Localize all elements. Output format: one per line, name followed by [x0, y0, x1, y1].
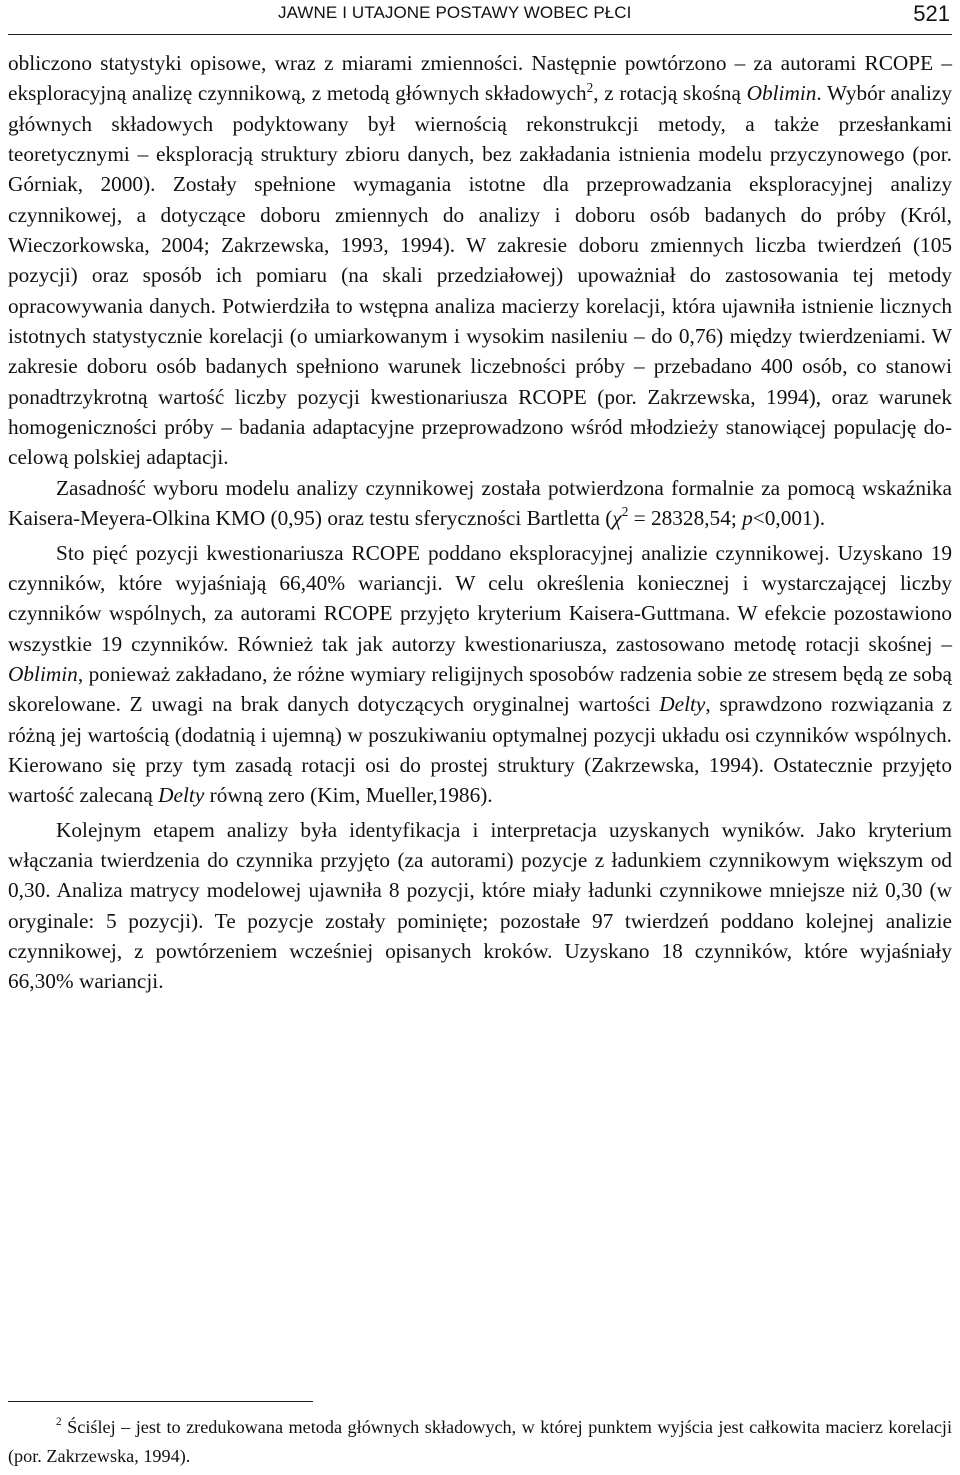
footnote-separator	[8, 1401, 313, 1402]
paragraph	[8, 815, 952, 997]
footnote-ref: 2	[621, 504, 629, 520]
text-run: Zasadność wyboru modelu analizy czynnikowej została potwierdzona formalnie za pomocą wskaźnika Kaisera-Meyera-Olkina KMO (0,95) oraz testu sferyczności Bartletta (	[8, 475, 952, 531]
emphasis-text: χ	[612, 506, 622, 531]
text-run: . Wybór analizy głównych składowych podyktowany był wiernością rekonstrukcji metody, a także przesłankami teoretycznymi – eksploracją struktury zbioru danych, bez zakładania istnienia modelu przyczynowego (por. Górniak, 2000). Zostały spełnione wymagania istotne dla przeprowadzania eksploracyjnej analizy czynnikowej, a dotyczące doboru zmiennych do analizy i doboru osób badanych do próby (Król, Wieczorkowska, 2004; Zakrzewska, 1993, 1994). W zakresie doboru zmiennych liczba twierdzeń (105 pozycji) oraz sposób ich pomiaru (na skali przedziałowej) upoważniał do zastosowania tej metody opracowywania danych. Potwierdziła to wstępna analiza macierzy korelacji, która ujawniła istnienie licznych istotnych statystycznie korelacji (o umiarkowanym i wysokim nasileniu – do 0,76) między twierdzeniami. W zakresie doboru osób badanych spełniono warunek liczebności próby – przebadano 400 osób, co stanowi ponadtrzykrotną wartość liczby pozycji kwestionariusza RCOPE (por. Zakrzewska, 1994), oraz warunek homogeniczności próby – badania adaptacyjne przeprowadzono wśród młodzieży stanowiącej populację docelową polskiej adaptacji.	[8, 81, 953, 470]
page-number: 521	[913, 1, 950, 26]
text-run: , sprawdzono rozwiązania z różną jej wartością (dodatnią i ujemną) w poszukiwaniu optymalnej pozycji układu osi czynników wspólnych. Kierowano się przy tym zasadą rotacji osi do prostej struktury (Zakrzewska, 1994). Ostatecznie przyjęto wartość zalecaną	[8, 692, 952, 808]
footnote-text: Ściślej – jest to zredukowana metoda głównych składowych, w której punktem wyjścia jest całkowita macierz korelacji (por. Zakrzewska, 1994).	[8, 1417, 952, 1466]
text-run: <0,001).	[752, 506, 826, 531]
paragraph	[8, 538, 952, 811]
footnote-ref: 2	[586, 79, 594, 95]
text-run: równą zero (Kim, Mueller,1986).	[204, 783, 493, 808]
text-run: Kolejnym etapem analizy była identyfikacja i interpretacja uzyskanych wyników. Jako kryterium włączania twierdzenia do czynnika przyjęto (za autorami) pozycje z ładunkiem czynnikowym większym od 0,30. Analiza matrycy modelowej ujawniła 8 pozycji, które miały ładunki czynnikowe mniejsze niż 0,30 (w oryginale: 5 pozycji). Te pozycje zostały pominięte; pozostałe 97 twierdzeń poddano kolejnej analizie czynnikowej, z powtórzeniem wcześniej opisanych kroków. Uzyskano 18 czynników, które wyjaśniały 66,30% wariancji.	[8, 817, 952, 994]
emphasis-text: Oblimin	[8, 661, 78, 686]
emphasis-text: p	[742, 506, 753, 531]
page-header	[8, 0, 952, 35]
text-run: , ponieważ zakładano, że różne wymiary religijnych sposobów radzenia sobie ze stresem będą ze sobą skorelowane. Z uwagi na brak danych dotyczących oryginalnej wartości	[8, 661, 952, 717]
footnote-marker: 2	[56, 1416, 62, 1429]
footnote	[8, 1413, 952, 1471]
text-run: = 28328,54;	[628, 506, 743, 531]
emphasis-text: Oblimin	[746, 81, 817, 106]
paragraph	[8, 48, 952, 473]
body-text	[8, 48, 952, 997]
text-run: Sto pięć pozycji kwestionariusza RCOPE poddano eksploracyjnej analizie czynnikowej. Uzyskano 19 czynników, które wyjaśniają 66,40% wariancji. W celu określenia koniecznej i wystarczającej liczby czynników wspólnych, za autorami RCOPE przyjęto kryterium Kaisera-Guttmana. W efekcie pozostawiono wszystkie 19 czynników. Również tak jak autorzy kwestionariusza, zastosowano metodę rotacji skośnej –	[8, 540, 952, 656]
running-head: JAWNE I UTAJONE POSTAWY WOBEC PŁCI	[278, 3, 632, 22]
emphasis-text: Delty	[659, 692, 706, 717]
text-run: , z rotacją skośną	[593, 81, 747, 106]
paragraph	[8, 473, 952, 534]
text-run: obliczono statystyki opisowe, wraz z miarami zmienności. Następnie powtórzono – za autorami RCOPE – eksploracyjną analizę czynnikową, z metodą głównych składowych	[8, 51, 952, 106]
emphasis-text: Delty	[158, 783, 205, 808]
